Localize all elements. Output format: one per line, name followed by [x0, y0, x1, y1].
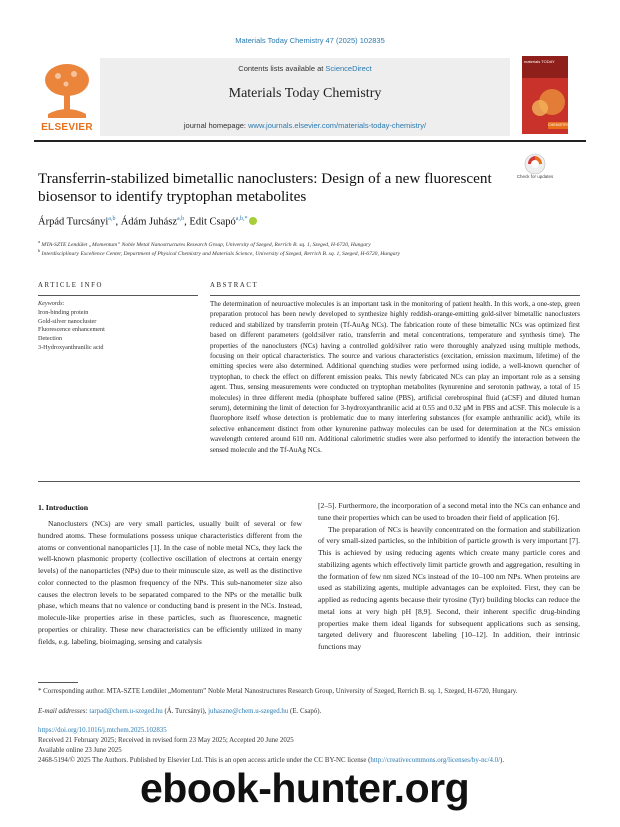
- contents-prefix: Contents lists available at: [238, 64, 326, 73]
- elsevier-wordmark: ELSEVIER: [41, 122, 93, 133]
- license-link[interactable]: http://creativecommons.org/licenses/by-nc/4.0/: [370, 757, 501, 764]
- article-info-heading: ARTICLE INFO: [38, 282, 104, 289]
- received-dates: Received 21 February 2025; Received in revised form 23 May 2025; Accepted 20 June 2025: [38, 737, 294, 744]
- author-affil-mark[interactable]: a,b: [177, 216, 185, 222]
- author-affil-mark[interactable]: a,b,*: [235, 216, 248, 222]
- available-online: Available online 23 June 2025: [38, 747, 122, 754]
- sciencedirect-link[interactable]: ScienceDirect: [325, 64, 372, 73]
- email-line: [38, 708, 321, 715]
- keyword-item: Fluorescence enhancement: [38, 326, 105, 334]
- body-paragraph: [2–5]. Furthermore, the incorporation of a second metal into the NCs can enhance and tune their properties which can be used to broaden their field of application [6].: [318, 501, 580, 522]
- affiliation-text: MTA-SZTE Lendület „Momentum” Noble Metal Nanostructures Research Group, University of Szeged, Rerrich B. sq. 1, Szeged, H-6720, Hungary: [41, 241, 371, 248]
- doi-link[interactable]: https://doi.org/10.1016/j.mtchem.2025.102835: [38, 727, 167, 734]
- abstract-heading: ABSTRACT: [210, 282, 259, 289]
- email-owner-1: (Á. Turcsányi),: [162, 708, 209, 715]
- body-paragraph: Nanoclusters (NCs) are very small particles, usually built of several or few hundred atoms. These formulations possess unique characteristics different from the atoms or conventional nanoparticles [1]. In the case of noble metal NCs, they lack the well-known plasmonic property (collective oscillation of electrons at certain energy levels) of the nanoparticles (NPs) due to their minuscule size, as well as the distinctive color connected to the plasmon frequency of the NPs. This sub-nanometer size also causes the electron levels to be separated compared to the NPs or the metallic bulk phase, which means that no valence or conducting band is present in the NCs. Instead, molecule-like properties arise in these particles, such as fluorescence, magnetic properties or chirality. These new characteristics can be efficiently utilized in many fields, e.g. labeling, bioimaging, sensing and catalysis: [38, 519, 302, 646]
- abstract-rule: [210, 295, 580, 296]
- affiliation-a: [38, 239, 371, 248]
- body-paragraph: The preparation of NCs is heavily concentrated on the formation and stabilization of very small-sized particles, so the inhibition of particle growth is very important [7]. This is achieved by using reducing agents which create many particle cores and stabilizing agents which effectively limit particle growth and aggregation, resulting in the formation of few nm sized NCs instead of the 10–100 nm NPs. When proteins are used as stabilizing agents, multiple advantages can be exploited. First, they can be applied as reducing agents because their tyrosine (Tyr) building blocks can reduce the metal ions at very high pH [8,9]. Second, their inherent specific drug-binding properties make them ideal ligands for subsequent applications such as sensing, targeted delivery and fluorescent labeling [10–12]. In addition, their intrinsic functions may: [318, 524, 580, 651]
- affiliation-b: [38, 248, 400, 257]
- author-name[interactable]: Ádám Juhász: [120, 216, 177, 228]
- email-link-2[interactable]: juhaszne@chem.u-szeged.hu: [208, 708, 289, 715]
- affiliation-mark: b: [38, 248, 41, 253]
- keyword-item: Detection: [38, 335, 63, 343]
- keywords-label: Keywords:: [38, 300, 65, 307]
- author-name[interactable]: Árpád Turcsányi: [38, 216, 109, 228]
- article-info-rule: [38, 295, 198, 296]
- orcid-icon[interactable]: [249, 217, 257, 225]
- affiliation-mark: a: [38, 239, 40, 244]
- watermark-text: ebook-hunter.org: [140, 765, 470, 811]
- check-for-updates-icon[interactable]: [520, 153, 550, 187]
- homepage-prefix: journal homepage:: [183, 121, 249, 130]
- introduction-heading: 1. Introduction: [38, 503, 89, 512]
- contents-line: [100, 64, 510, 73]
- journal-name: Materials Today Chemistry: [228, 86, 382, 101]
- article-title: Transferrin-stabilized bimetallic nanoclusters: Design of a new fluorescent biosensor to identify tryptophan metabolites: [38, 170, 492, 205]
- email-link-1[interactable]: tarpad@chem.u-szeged.hu: [89, 708, 163, 715]
- abstract-bottom-rule: [38, 481, 580, 482]
- author-list: Árpád Turcsányi$^{a,b}$, Ádám Juhász$^{a,b}$, Edit Csapó$^{a,b,*}$: [38, 216, 257, 228]
- check-for-updates-label: Check for updates: [516, 174, 554, 179]
- cover-label: CHEMISTRY: [548, 123, 570, 127]
- abstract-text: The determination of neuroactive molecules is an important task in the monitoring of patient health. In this work, a one-step, green preparation protocol has been newly developed to synthesize highly reddish-orange-emitting gold-silver bimetallic nanoclusters reduced and stabilized by transferrin protein (Tf-AuAg NCs). The fabrication route of these bimetallic NCs was optimized first based on different parameters (gold:silver ratio, transferrin and metal concentrations, temperature and synthesis time). The properties of the nanoclusters (NCs) having a controlled gold/silver ratio were thoroughly analyzed using multiple methods, focusing on their optical characteristics. The source and various characteristics (excitation, emission maximum, lifetime) of the emitting species were also determined. Additional quenching studies were performed using iodide, a well-known quencher of tryptophan, to check the effect on different emission peaks. This newly fabricated NCs can play an important role as a sensing agent. Thus, sensing measurements were conducted on tryptophan metabolites (kynurenine and serotonin pathway, a total of 15 molecules) in three different media (phosphate buffered saline (PBS), artificial cerebrospinal fluid (aCSF) and diluted human serum), determining the limit of detection for 3-hydroxyanthranilic acid at 0.55 and 0.32 μM in PBS and aCSF. This molecule is a fluorophore itself whose detection is problematic due to many interfering substances (for example anthranilic acid), while its selective enhancement distinct from other kynurenine pathway molecules can be used for determination at the NCs emission wavelength centered around 610 nm. Additional calorimetric studies were also performed to identify the interaction between the sensed molecule and the Tf-AuAg NCs.: [210, 300, 580, 454]
- keywords-list: [38, 309, 105, 353]
- footnote-rule: [38, 682, 78, 683]
- license-suffix: ).: [500, 757, 505, 764]
- homepage-line: [100, 121, 510, 130]
- email-label: E-mail addresses:: [38, 708, 90, 715]
- keyword-item: 3-Hydroxyanthranilic acid: [38, 343, 104, 351]
- license-prefix: 2468-5194/© 2025 The Authors. Published by Elsevier Ltd. This is an open access article under the CC BY-NC license (: [38, 757, 371, 764]
- header-rule: [34, 140, 586, 142]
- email-owner-2: (E. Csapó).: [288, 708, 322, 715]
- intro-right-column: [318, 500, 580, 653]
- cover-brand: materials TODAY: [524, 59, 555, 64]
- affiliation-text: Interdisciplinary Excellence Center, Department of Physical Chemistry and Materials Science, University of Szeged, Rerrich B. sq. 1, Szeged, H-6720, Hungary: [41, 250, 401, 257]
- keyword-item: Iron-binding protein: [38, 309, 89, 316]
- journal-reference[interactable]: Materials Today Chemistry 47 (2025) 102835: [235, 36, 385, 45]
- keyword-item: Gold-silver nanocluster: [38, 317, 97, 325]
- homepage-link[interactable]: www.journals.elsevier.com/materials-today-chemistry/: [248, 121, 427, 130]
- intro-left-column: [38, 518, 302, 647]
- author-affil-mark[interactable]: a,b: [108, 216, 116, 222]
- author-name[interactable]: Edit Csapó: [189, 216, 236, 228]
- corresponding-author-note: * Corresponding author. MTA-SZTE Lendület „Momentum” Noble Metal Nanostructures Research Group, University of Szeged, Rerrich B. sq. 1, Szeged, H-6720, Hungary.: [38, 688, 518, 695]
